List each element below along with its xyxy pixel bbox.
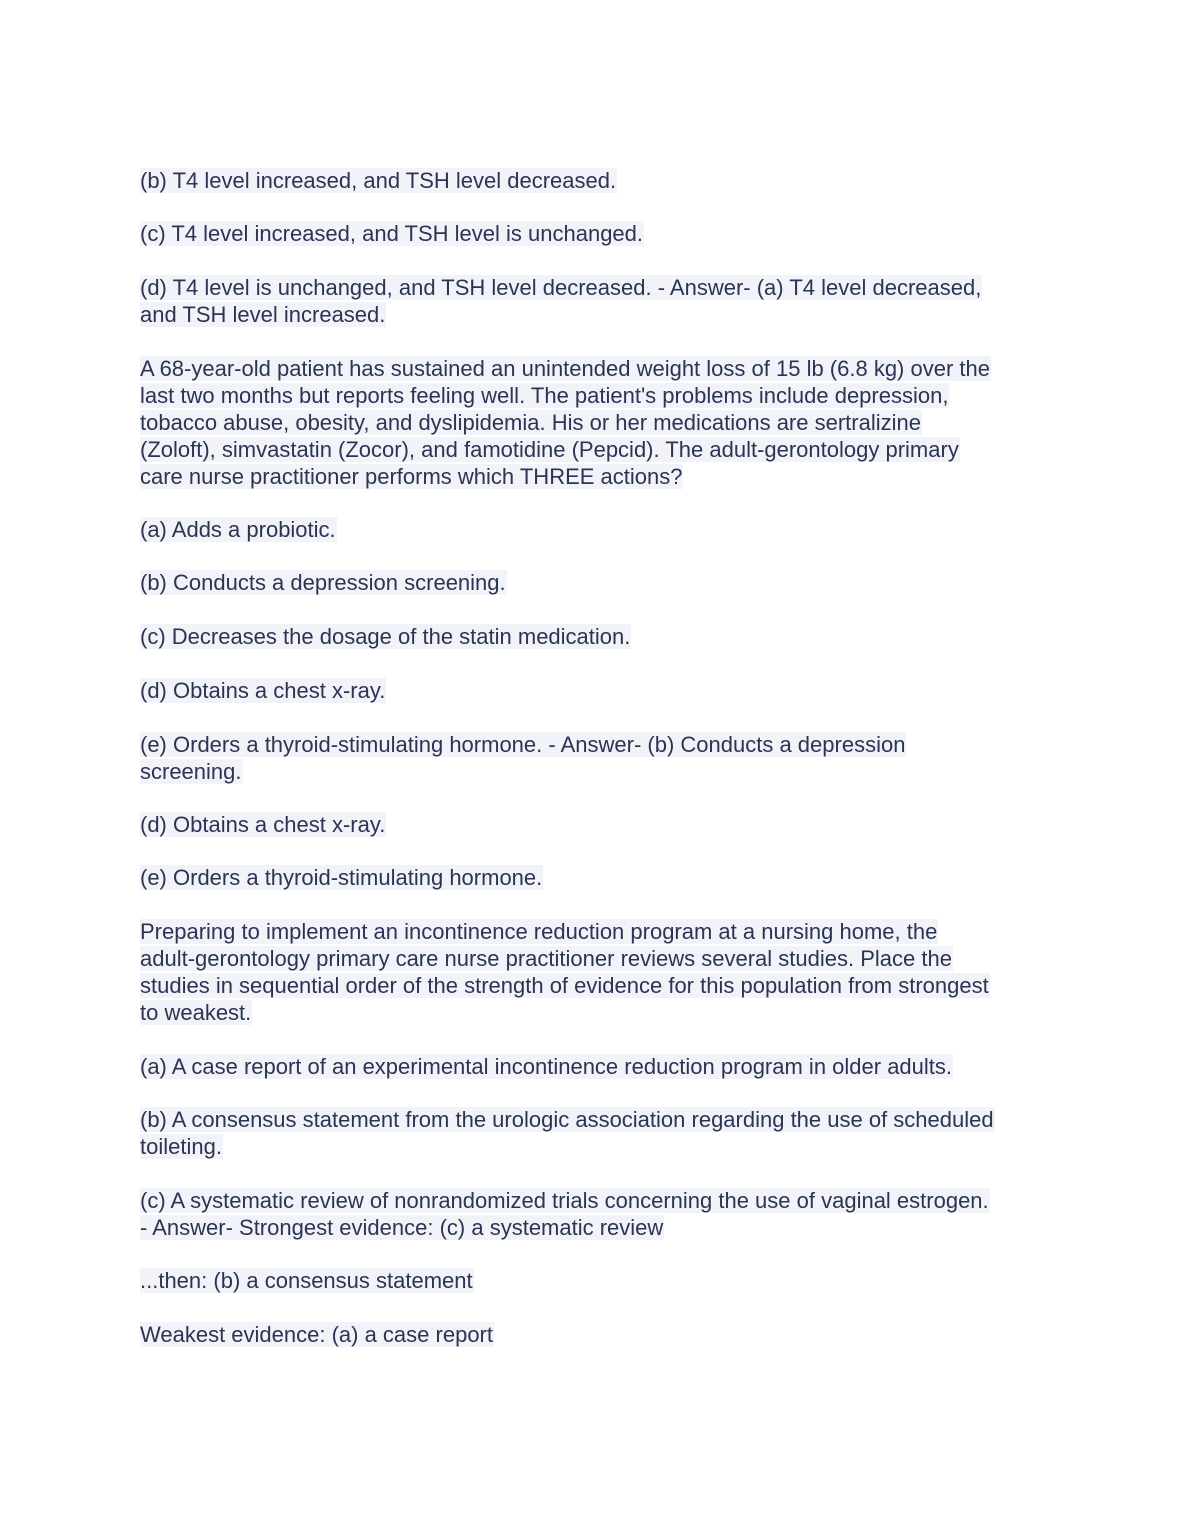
text-line: Preparing to implement an incontinence reduction program at a nursing home, the bbox=[140, 919, 938, 944]
text-line: (d) Obtains a chest x-ray. bbox=[140, 812, 386, 837]
answer-option-b-t4 bbox=[140, 167, 1065, 194]
text-line: studies in sequential order of the strength of evidence for this population from strongest bbox=[140, 973, 989, 998]
text-line: (e) Orders a thyroid-stimulating hormone. - Answer- (b) Conducts a depression bbox=[140, 732, 906, 757]
text-line: Weakest evidence: (a) a case report bbox=[140, 1322, 493, 1347]
text-line: (c) Decreases the dosage of the statin medication. bbox=[140, 624, 631, 649]
answer-option-a-case-report bbox=[140, 1053, 1065, 1080]
text-line: A 68-year-old patient has sustained an unintended weight loss of 15 lb (6.8 kg) over the bbox=[140, 356, 990, 381]
text-line: - Answer- Strongest evidence: (c) a systematic review bbox=[140, 1215, 664, 1240]
text-line: (e) Orders a thyroid-stimulating hormone. bbox=[140, 865, 543, 890]
answer-repeat-d-xray bbox=[140, 811, 1065, 838]
question-incontinence bbox=[140, 918, 1065, 1026]
text-line: (a) A case report of an experimental incontinence reduction program in older adults. bbox=[140, 1054, 953, 1079]
question-weight-loss bbox=[140, 355, 1065, 490]
text-line: (c) A systematic review of nonrandomized trials concerning the use of vaginal estrogen. bbox=[140, 1188, 989, 1213]
text-line: (d) Obtains a chest x-ray. bbox=[140, 678, 386, 703]
answer-then-consensus bbox=[140, 1267, 1065, 1294]
text-line: (d) T4 level is unchanged, and TSH level decreased. - Answer- (a) T4 level decreased, bbox=[140, 275, 982, 300]
text-line: care nurse practitioner performs which THREE actions? bbox=[140, 464, 683, 489]
answer-option-d-t4-with-answer bbox=[140, 274, 1065, 328]
text-line: last two months but reports feeling well. The patient's problems include depression, bbox=[140, 383, 949, 408]
text-line: (b) T4 level increased, and TSH level decreased. bbox=[140, 168, 617, 193]
text-line: (b) Conducts a depression screening. bbox=[140, 570, 506, 595]
answer-option-b-depression bbox=[140, 569, 1065, 596]
answer-repeat-e-tsh bbox=[140, 864, 1065, 891]
text-line: ...then: (b) a consensus statement bbox=[140, 1268, 473, 1293]
text-line: (b) A consensus statement from the urologic association regarding the use of scheduled bbox=[140, 1107, 994, 1132]
text-line: toileting. bbox=[140, 1134, 222, 1159]
text-line: (c) T4 level increased, and TSH level is unchanged. bbox=[140, 221, 644, 246]
text-line: (Zoloft), simvastatin (Zocor), and famotidine (Pepcid). The adult-gerontology primary bbox=[140, 437, 959, 462]
answer-option-c-t4 bbox=[140, 220, 1065, 247]
text-line: screening. bbox=[140, 759, 242, 784]
text-line: and TSH level increased. bbox=[140, 302, 386, 327]
answer-option-c-statin bbox=[140, 623, 1065, 650]
answer-option-a-probiotic bbox=[140, 516, 1065, 543]
answer-option-d-xray bbox=[140, 677, 1065, 704]
answer-weakest-evidence bbox=[140, 1321, 1065, 1348]
text-line: tobacco abuse, obesity, and dyslipidemia. His or her medications are sertralizine bbox=[140, 410, 921, 435]
text-line: (a) Adds a probiotic. bbox=[140, 517, 336, 542]
answer-option-e-tsh-with-answer bbox=[140, 731, 1065, 785]
answer-option-b-consensus bbox=[140, 1106, 1065, 1160]
text-line: adult-gerontology primary care nurse practitioner reviews several studies. Place the bbox=[140, 946, 952, 971]
text-line: to weakest. bbox=[140, 1000, 252, 1025]
answer-option-c-systematic-with-answer bbox=[140, 1187, 1065, 1241]
